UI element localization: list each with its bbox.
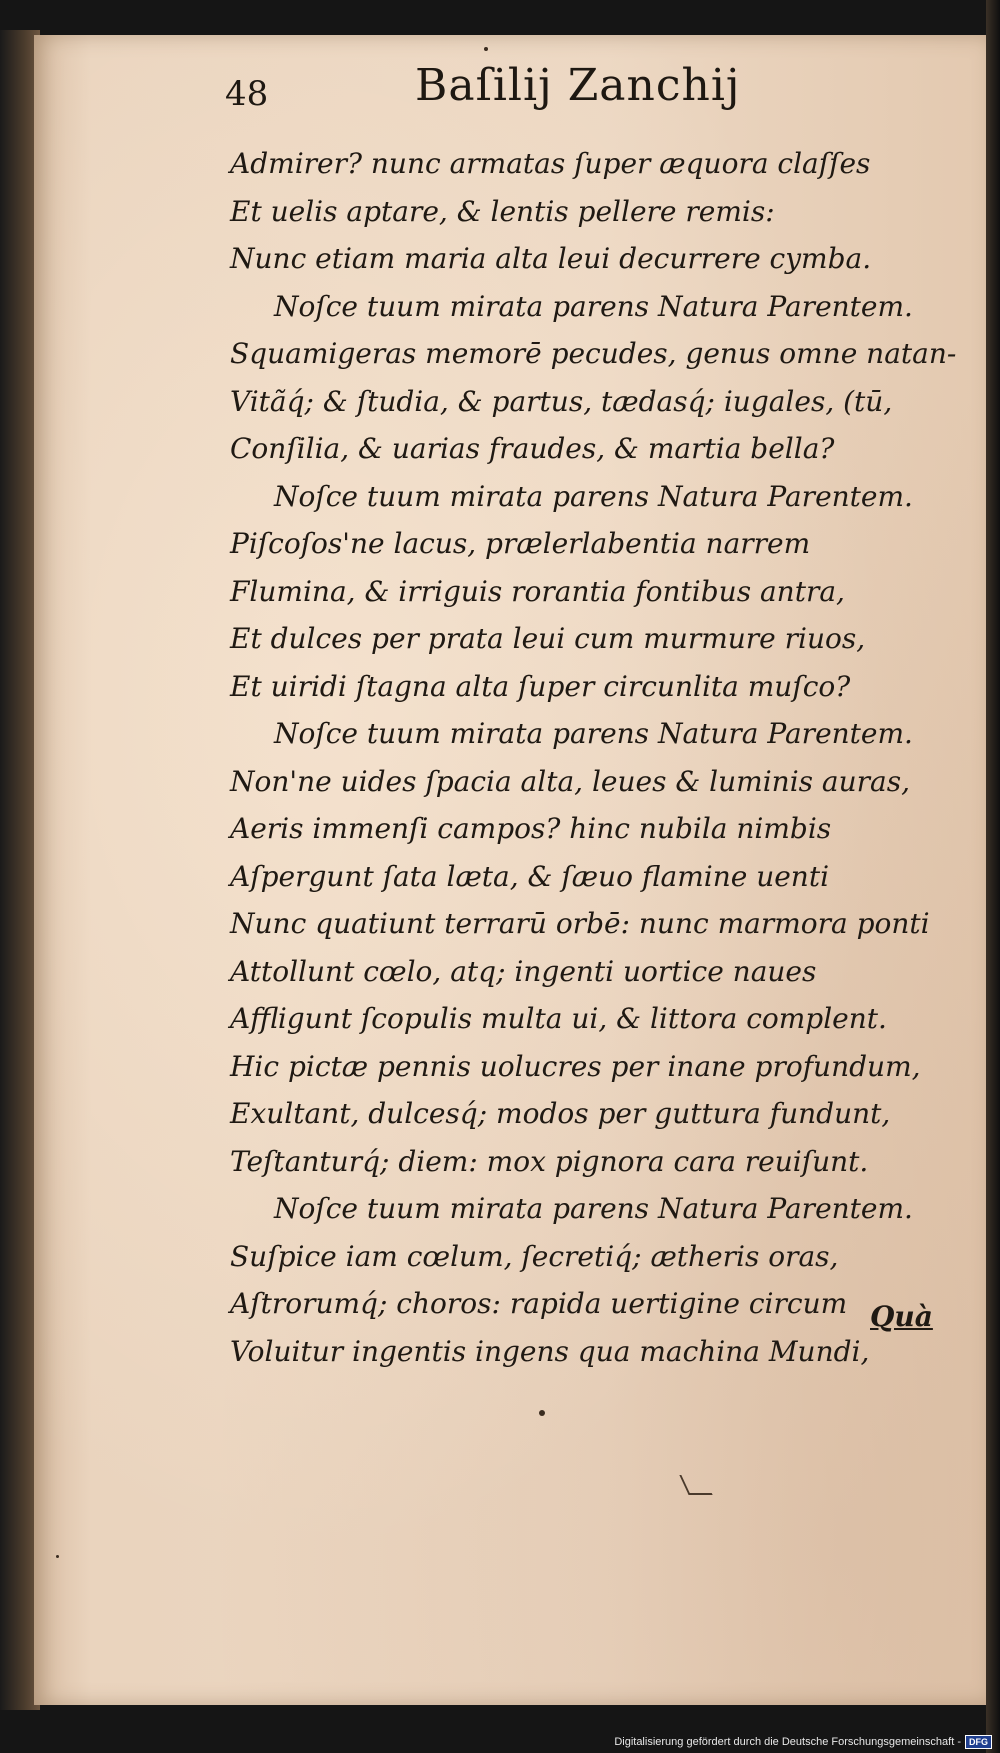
running-title: Baſilij Zanchij — [415, 60, 741, 111]
verse-line: Voluitur ingentis ingens qua machina Mundi, — [230, 1334, 870, 1368]
verse-line: Admirer? nunc armatas ſuper æquora claſſes — [230, 147, 871, 180]
verse-line: Non'ne uides ſpacia alta, leues & luminis auras, — [230, 764, 910, 798]
verse-line: Squamigeras memorē pecudes, genus omne natan- — [230, 337, 957, 370]
paper-speck — [484, 47, 488, 51]
catchword: Quà — [870, 1300, 933, 1333]
paper-speck — [56, 1555, 59, 1558]
verse-line: Vitãq́; & ſtudia, & partus, tædasq́; iugales, (tū, — [230, 384, 893, 418]
verse-line: Nunc etiam maria alta leui decurrere cymba. — [230, 242, 872, 275]
verse-line: Affligunt ſcopulis multa ui, & littora complent. — [230, 1002, 887, 1035]
verse-line: Aeris immenſi campos? hinc nubila nimbis — [230, 812, 832, 845]
verse-line: Suſpice iam cœlum, ſecretiq́; ætheris oras, — [230, 1239, 839, 1273]
verse-line: Et dulces per prata leui cum murmure riuos, — [230, 622, 866, 655]
verse-line: Piſcoſos'ne lacus, prælerlabentia narrem — [230, 527, 811, 560]
verse-line: Et uelis aptare, & lentis pellere remis: — [230, 194, 775, 228]
verse-line: Conſilia, & uarias fraudes, & martia bella? — [230, 432, 835, 465]
verse-line: Teſtanturq́; diem: mox pignora cara reuiſunt. — [230, 1144, 869, 1178]
paper-speck — [539, 1410, 545, 1416]
verse-line: Exultant, dulcesq́; modos per guttura fundunt, — [230, 1097, 891, 1130]
refrain-line: Noſce tuum mirata parens Natura Parentem. — [274, 479, 913, 513]
credit-text: Digitalisierung gefördert durch die Deutsche Forschungsgemeinschaft - — [614, 1736, 961, 1748]
verse-line: Nunc quatiunt terrarū orbē: nunc marmora ponti — [230, 907, 930, 940]
verse-line: Flumina, & irriguis rorantia fontibus antra, — [230, 574, 845, 608]
ink-mark — [679, 1475, 712, 1495]
verse-line: Et uiridi ſtagna alta ſuper circunlita muſco? — [230, 669, 851, 703]
verse-line: Aſtrorumq́; choros: rapida uertigine circum — [230, 1287, 848, 1320]
verse-line: Hic pictæ pennis uolucres per inane profundum, — [230, 1049, 921, 1083]
page-number: 48 — [225, 74, 269, 114]
digitization-credit — [614, 1735, 992, 1749]
refrain-line: Noſce tuum mirata parens Natura Parentem. — [274, 289, 913, 323]
dfg-logo: DFG — [965, 1735, 992, 1749]
page-header — [225, 60, 785, 130]
refrain-line: Noſce tuum mirata parens Natura Parentem. — [274, 717, 913, 750]
verse-line: Attollunt cœlo, atq; ingenti uortice naues — [230, 954, 817, 988]
verse-block — [230, 140, 970, 1375]
refrain-line: Noſce tuum mirata parens Natura Parentem. — [274, 1192, 913, 1225]
verse-line: Aſpergunt ſata læta, & ſæuo flamine uenti — [230, 859, 830, 893]
book-edge-right — [986, 0, 1000, 1753]
